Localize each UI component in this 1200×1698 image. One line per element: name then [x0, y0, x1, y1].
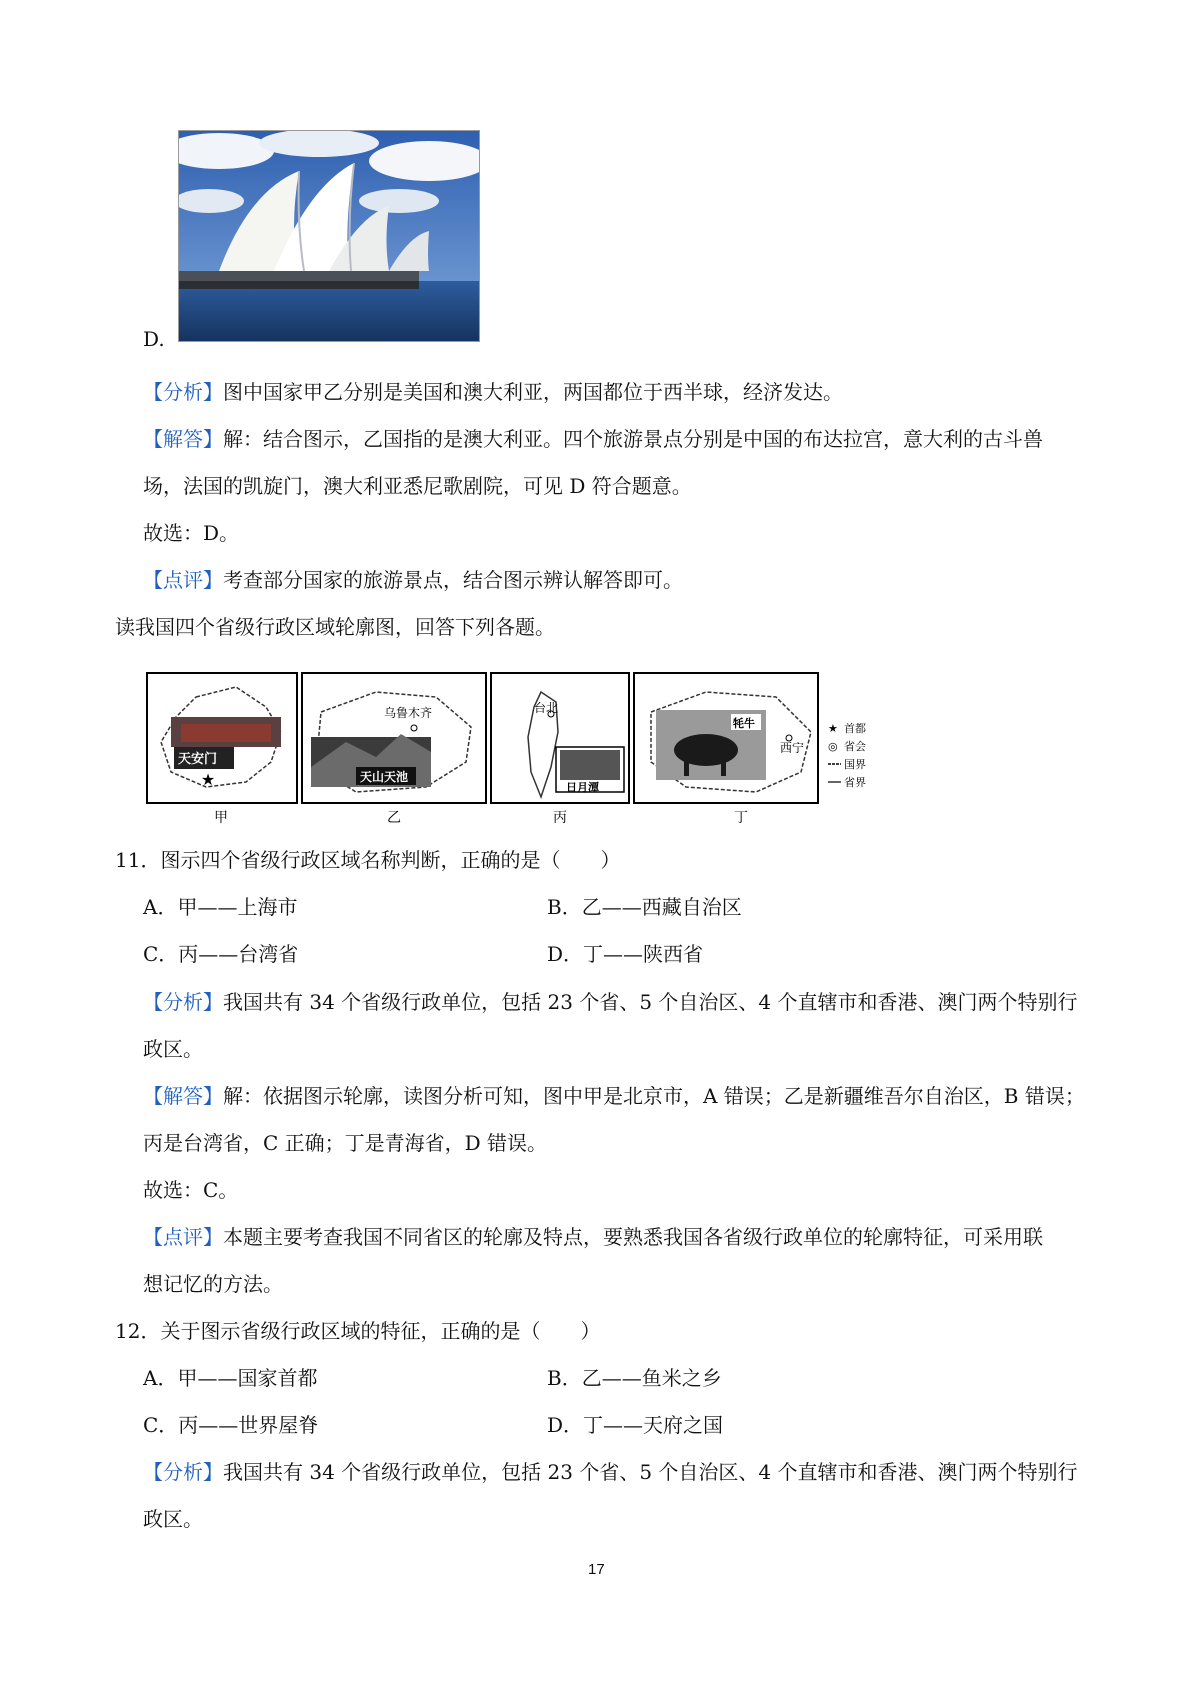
sydney-opera-house-photo [178, 130, 480, 342]
panel-ding-city: 西宁 [780, 741, 805, 755]
solution-text-cont: 场，法国的凯旋门，澳大利亚悉尼歌剧院，可见 D 符合题意。 [143, 474, 692, 498]
q12-analysis-text: 我国共有 34 个省级行政单位，包括 23 个省、5 个自治区、4 个直辖市和香港、澳门两个特别行 [223, 1460, 1078, 1484]
intro-text: 读我国四个省级行政区域轮廓图，回答下列各题。 [115, 615, 555, 639]
q12-option-d: D．丁——天府之国 [547, 1413, 724, 1437]
svg-text:◎: ◎ [828, 741, 838, 753]
panel-ding-label: 丁 [734, 809, 748, 825]
q11-analysis-tag: 【分析】 [143, 990, 223, 1014]
legend-provincial-border: 省界 [844, 777, 866, 789]
q11-solution-cont: 丙是台湾省，C 正确；丁是青海省，D 错误。 [143, 1131, 548, 1155]
panel-yi-photo-label: 天山天池 [360, 770, 409, 784]
q11-option-b: B．乙——西藏自治区 [547, 895, 742, 919]
q11-option-d: D．丁——陕西省 [547, 942, 704, 966]
q11-stem: 11．图示四个省级行政区域名称判断，正确的是（ ） [115, 848, 621, 872]
page-number: 17 [588, 1561, 605, 1578]
q11-comment-text: 本题主要考查我国不同省区的轮廓及特点，要熟悉我国各省级行政单位的轮廓特征，可采用联 [223, 1225, 1043, 1249]
option-d-label: D. [143, 327, 165, 351]
legend-provincial-capital: 省会 [844, 741, 866, 753]
panel-bing [491, 673, 629, 825]
q11-analysis-cont: 政区。 [143, 1037, 203, 1061]
map-legend [828, 721, 866, 789]
solution-tag: 【解答】 [143, 427, 223, 451]
province-outline-figure [146, 672, 934, 827]
comment-text: 考查部分国家的旅游景点，结合图示辨认解答即可。 [223, 568, 683, 592]
q11-option-c: C．丙——台湾省 [143, 942, 299, 966]
svg-text:★: ★ [200, 772, 216, 789]
panel-jia-label: 甲 [214, 809, 228, 825]
q11-option-a: A．甲——上海市 [143, 895, 298, 919]
panel-yi [302, 673, 486, 825]
q11-comment-cont: 想记忆的方法。 [143, 1272, 283, 1296]
q12-option-b: B．乙——鱼米之乡 [547, 1366, 722, 1390]
panel-bing-city: 台北 [534, 701, 559, 715]
q11-comment-tag: 【点评】 [143, 1225, 223, 1249]
solution-text: 解：结合图示，乙国指的是澳大利亚。四个旅游景点分别是中国的布达拉宫，意大利的古斗兽 [223, 427, 1043, 451]
panel-ding-photo-label: 牦牛 [733, 718, 755, 730]
panel-bing-label: 丙 [553, 809, 567, 825]
legend-national-border: 国界 [844, 759, 866, 771]
comment-paragraph [143, 566, 683, 594]
legend-capital: 首都 [844, 723, 866, 735]
panel-ding [634, 673, 818, 825]
panel-yi-city: 乌鲁木齐 [383, 706, 433, 720]
solution-paragraph [143, 425, 1043, 453]
q12-analysis-paragraph [143, 1458, 1078, 1486]
q11-solution-text: 解：依据图示轮廓，读图分析可知，图中甲是北京市，A 错误；乙是新疆维吾尔自治区，B 错误； [223, 1084, 1085, 1108]
svg-text:★: ★ [828, 723, 838, 735]
comment-tag: 【点评】 [143, 568, 223, 592]
q12-analysis-tag: 【分析】 [143, 1460, 223, 1484]
q11-choice: 故选：C。 [143, 1178, 239, 1202]
analysis-paragraph [143, 378, 843, 406]
q11-analysis-paragraph [143, 988, 1078, 1016]
panel-jia [147, 673, 297, 825]
q12-stem: 12．关于图示省级行政区域的特征，正确的是（ ） [115, 1319, 601, 1343]
choice-line: 故选：D。 [143, 521, 240, 545]
q12-option-a: A．甲——国家首都 [143, 1366, 318, 1390]
q11-solution-paragraph [143, 1082, 1085, 1110]
q12-analysis-cont: 政区。 [143, 1507, 203, 1531]
panel-jia-photo-label: 天安门 [178, 751, 218, 766]
panel-bing-photo-label: 日月潭 [566, 782, 599, 794]
analysis-tag: 【分析】 [143, 380, 223, 404]
analysis-text: 图中国家甲乙分别是美国和澳大利亚，两国都位于西半球，经济发达。 [223, 380, 843, 404]
q11-solution-tag: 【解答】 [143, 1084, 223, 1108]
q11-analysis-text: 我国共有 34 个省级行政单位，包括 23 个省、5 个自治区、4 个直辖市和香港、澳门两个特别行 [223, 990, 1078, 1014]
q12-option-c: C．丙——世界屋脊 [143, 1413, 319, 1437]
panel-yi-label: 乙 [387, 809, 401, 825]
q11-comment-paragraph [143, 1223, 1043, 1251]
